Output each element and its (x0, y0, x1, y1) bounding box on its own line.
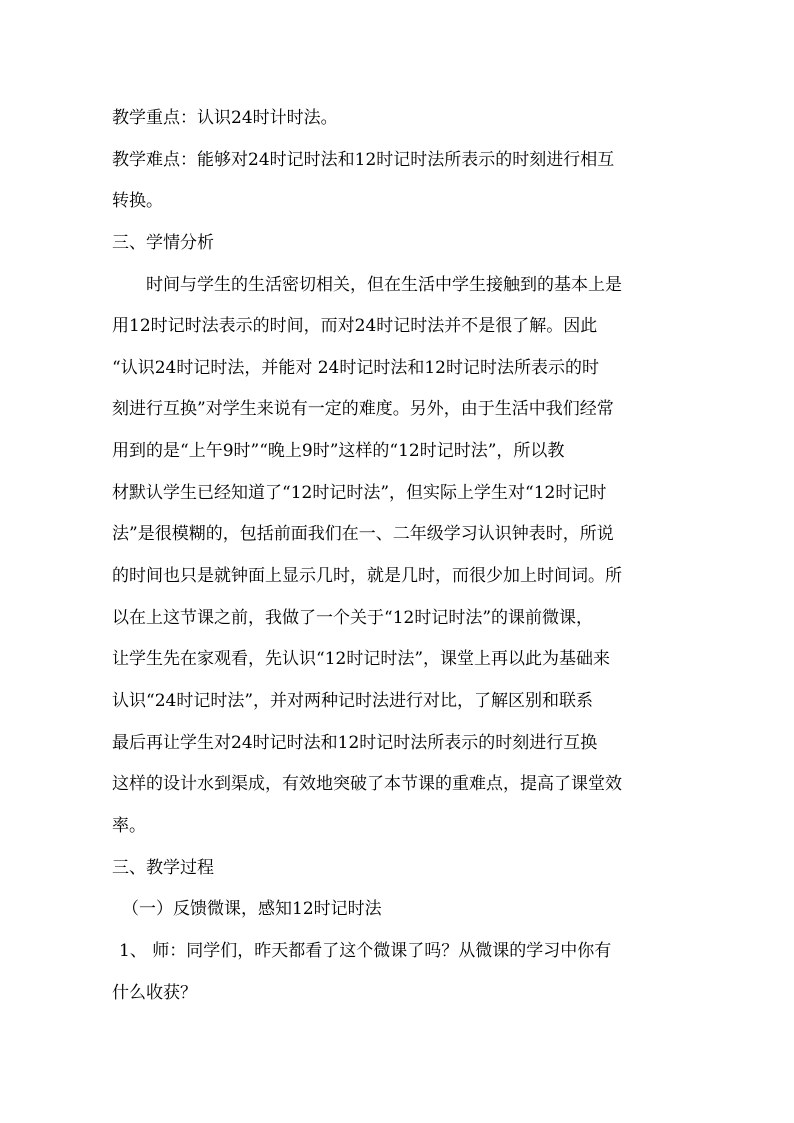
paragraph-line: 认识“24时记时法”，并对两种记时法进行对比，了解区别和联系 (112, 691, 594, 711)
paragraph-line: 以在上这节课之前，我做了一个关于“12时记时法”的课前微课， (112, 608, 594, 628)
section-heading-process: 三、教学过程 (112, 858, 214, 878)
paragraph-line: 用12时记时法表示的时间，而对24时记时法并不是很了解。因此 (112, 316, 598, 336)
section-heading-analysis: 三、学情分析 (112, 233, 214, 253)
paragraph-line: 材默认学生已经知道了“12时记时法”，但实际上学生对“12时记时 (112, 483, 607, 503)
numbered-item: 1、 师：同学们，昨天都看了这个微课了吗？从微课的学习中你有 (119, 941, 612, 961)
paragraph-line: 用到的是“上午9时”“晚上9时”这样的“12时记时法”，所以教 (112, 441, 565, 461)
paragraph-line: 率。 (112, 816, 146, 836)
paragraph-line: 的时间也只是就钟面上显示几时，就是几时，而很少加上时间词。所 (112, 566, 622, 586)
numbered-item-continued: 什么收获？ (112, 983, 197, 1003)
paragraph-line: 刻进行互换”对学生来说有一定的难度。另外，由于生活中我们经常 (112, 399, 614, 419)
subsection-heading: （一）反馈微课，感知12时记时法 (122, 899, 382, 919)
difficulty-line-continued: 转换。 (112, 191, 163, 211)
paragraph-line: 让学生先在家观看，先认识“12时记时法”，课堂上再以此为基础来 (112, 649, 611, 669)
paragraph-line: 最后再让学生对24时记时法和12时记时法所表示的时刻进行互换 (112, 733, 598, 753)
difficulty-line: 教学难点：能够对24时记时法和12时记时法所表示的时刻进行相互 (112, 150, 615, 170)
paragraph-line: “认识24时记时法，并能对 24时记时法和12时记时法所表示的时 (112, 358, 599, 378)
paragraph-line: 法”是很模糊的，包括前面我们在一、二年级学习认识钟表时，所说 (112, 524, 614, 544)
paragraph-line: 时间与学生的生活密切相关，但在生活中学生接触到的基本上是 (146, 275, 622, 295)
paragraph-line: 这样的设计水到渠成，有效地突破了本节课的重难点，提高了课堂效 (112, 774, 622, 794)
key-point-line: 教学重点：认识24时计时法。 (112, 108, 338, 128)
